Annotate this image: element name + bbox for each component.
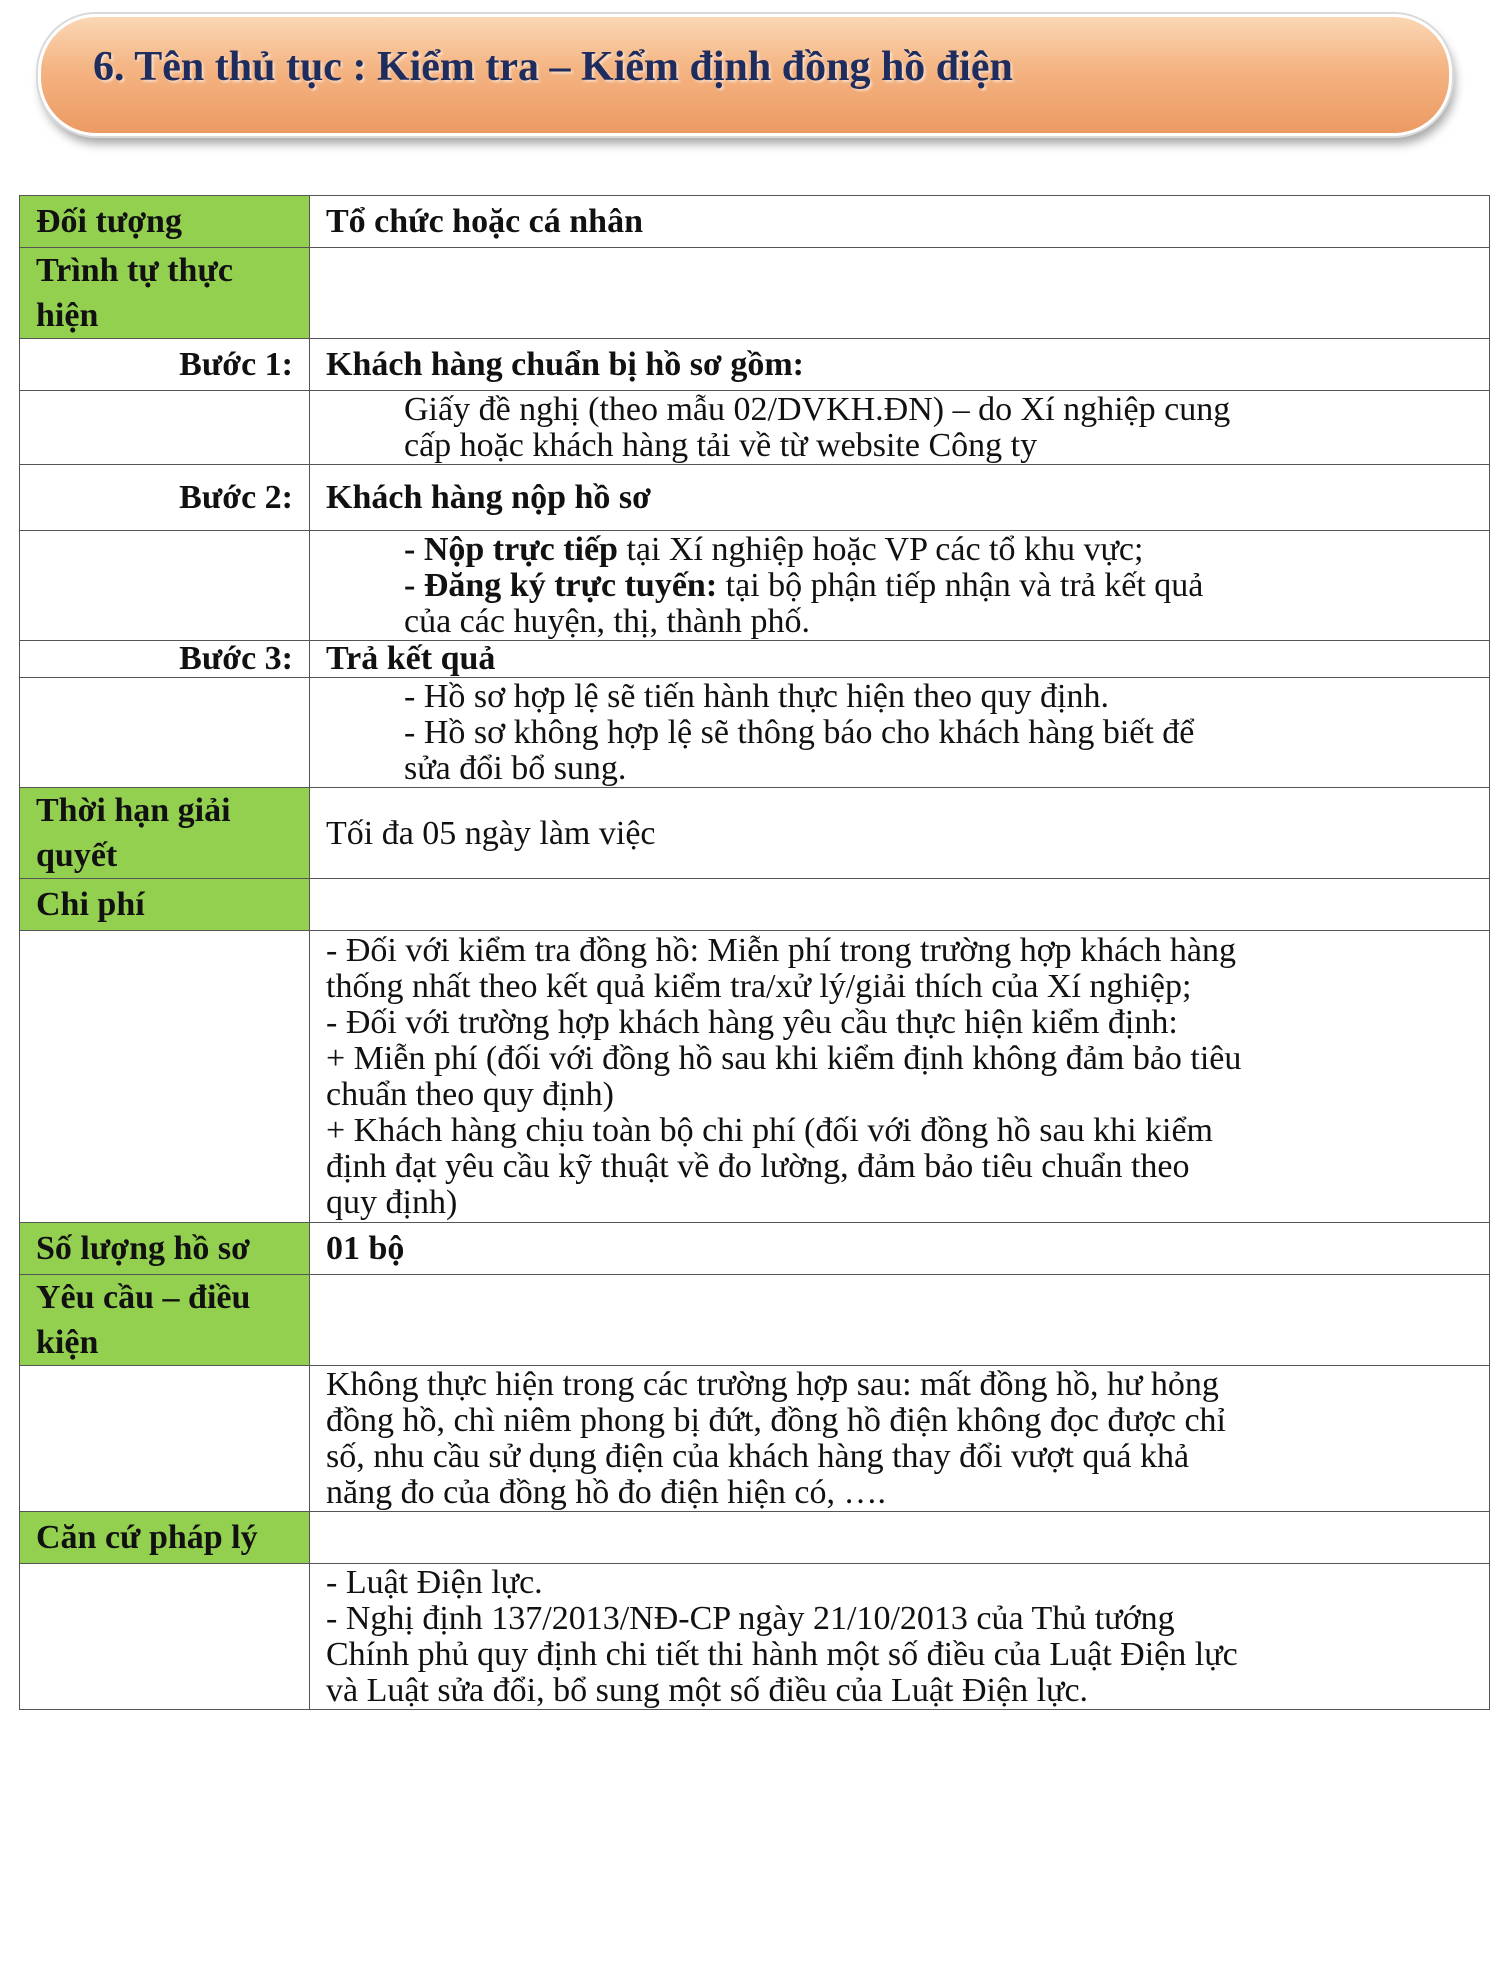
step-2-item-1-bold: - Nộp trực tiếp — [404, 530, 618, 568]
chi-phi-line: + Khách hàng chịu toàn bộ chi phí (đối với đồng hồ sau khi kiểm — [326, 1111, 1214, 1149]
row-buoc-1 — [20, 339, 1490, 391]
value-doi-tuong: Tổ chức hoặc cá nhân — [310, 196, 1490, 248]
step-3-spacer — [20, 678, 310, 788]
row-can-cu — [20, 1512, 1490, 1564]
chi-phi-line: định đạt yêu cầu kỹ thuật về đo lường, đảm bảo tiêu chuẩn theo — [326, 1147, 1190, 1185]
step-2-item-2-bold: - Đăng ký trực tuyến: — [404, 566, 718, 604]
step-2-spacer — [20, 531, 310, 641]
label-yeu-cau: Yêu cầu – điều kiện — [20, 1275, 310, 1366]
chi-phi-line: - Đối với trường hợp khách hàng yêu cầu thực hiện kiểm định: — [326, 1003, 1178, 1041]
chi-phi-line: thống nhất theo kết quả kiểm tra/xử lý/giải thích của Xí nghiệp; — [326, 967, 1192, 1005]
row-chi-phi-detail — [20, 931, 1490, 1223]
can-cu-line: Chính phủ quy định chi tiết thi hành một số điều của Luật Điện lực — [326, 1635, 1238, 1673]
step-2-label: Bước 2: — [20, 465, 310, 531]
can-cu-spacer — [20, 1564, 310, 1710]
row-doi-tuong — [20, 196, 1490, 248]
yeu-cau-detail — [310, 1366, 1490, 1512]
yeu-cau-line: đồng hồ, chì niêm phong bị đứt, đồng hồ điện không đọc được chỉ — [326, 1401, 1227, 1439]
title-banner — [38, 14, 1452, 136]
row-chi-phi — [20, 879, 1490, 931]
label-doi-tuong: Đối tượng — [20, 196, 310, 248]
step-2-title: Khách hàng nộp hồ sơ — [310, 465, 1490, 531]
step-2-detail — [310, 531, 1490, 641]
step-1-title: Khách hàng chuẩn bị hồ sơ gồm: — [310, 339, 1490, 391]
value-yeu-cau — [310, 1275, 1490, 1366]
label-can-cu: Căn cứ pháp lý — [20, 1512, 310, 1564]
step-2-item-1-text: tại Xí nghiệp hoặc VP các tổ khu vực; — [617, 530, 1144, 568]
step-3-detail — [310, 678, 1490, 788]
value-trinh-tu — [310, 248, 1490, 339]
row-can-cu-detail — [20, 1564, 1490, 1710]
chi-phi-detail — [310, 931, 1490, 1223]
yeu-cau-spacer — [20, 1366, 310, 1512]
step-3-line: - Hồ sơ hợp lệ sẽ tiến hành thực hiện theo quy định. — [404, 677, 1109, 715]
step-3-label: Bước 3: — [20, 641, 310, 678]
can-cu-line: và Luật sửa đổi, bổ sung một số điều của Luật Điện lực. — [326, 1671, 1089, 1709]
row-so-luong — [20, 1223, 1490, 1275]
row-buoc-3-detail — [20, 678, 1490, 788]
step-2-item-2-text: tại bộ phận tiếp nhận và trả kết quả — [717, 566, 1204, 604]
row-buoc-3 — [20, 641, 1490, 678]
step-3-line: - Hồ sơ không hợp lệ sẽ thông báo cho khách hàng biết để — [404, 713, 1195, 751]
yeu-cau-line: năng đo của đồng hồ đo điện hiện có, …. — [326, 1473, 886, 1511]
value-so-luong: 01 bộ — [310, 1223, 1490, 1275]
chi-phi-line: + Miễn phí (đối với đồng hồ sau khi kiểm định không đảm bảo tiêu — [326, 1039, 1242, 1077]
step-1-spacer — [20, 391, 310, 465]
chi-phi-spacer — [20, 931, 310, 1223]
step-1-label: Bước 1: — [20, 339, 310, 391]
yeu-cau-line: số, nhu cầu sử dụng điện của khách hàng thay đổi vượt quá khả — [326, 1437, 1190, 1475]
label-trinh-tu: Trình tự thực hiện — [20, 248, 310, 339]
step-1-detail — [310, 391, 1490, 465]
chi-phi-line: - Đối với kiểm tra đồng hồ: Miễn phí trong trường hợp khách hàng — [326, 931, 1236, 969]
can-cu-line: - Luật Điện lực. — [326, 1563, 543, 1601]
can-cu-line: - Nghị định 137/2013/NĐ-CP ngày 21/10/2013 của Thủ tướng — [326, 1599, 1175, 1637]
step-2-line: của các huyện, thị, thành phố. — [404, 602, 810, 640]
row-thoi-han — [20, 788, 1490, 879]
chi-phi-line: chuẩn theo quy định) — [326, 1075, 614, 1113]
step-2-line — [404, 532, 1473, 568]
value-chi-phi — [310, 879, 1490, 931]
row-buoc-2 — [20, 465, 1490, 531]
step-1-line: cấp hoặc khách hàng tải về từ website Công ty — [404, 426, 1038, 464]
value-thoi-han: Tối đa 05 ngày làm việc — [310, 788, 1490, 879]
page-title: 6. Tên thủ tục : Kiểm tra – Kiểm định đồng hồ điện — [93, 44, 1013, 90]
value-can-cu — [310, 1512, 1490, 1564]
label-chi-phi: Chi phí — [20, 879, 310, 931]
chi-phi-line: quy định) — [326, 1183, 458, 1221]
step-3-line: sửa đổi bổ sung. — [404, 749, 627, 787]
label-so-luong: Số lượng hồ sơ — [20, 1223, 310, 1275]
label-thoi-han: Thời hạn giải quyết — [20, 788, 310, 879]
step-1-line: Giấy đề nghị (theo mẫu 02/DVKH.ĐN) – do Xí nghiệp cung — [404, 390, 1231, 428]
step-3-title: Trả kết quả — [310, 641, 1490, 678]
can-cu-detail — [310, 1564, 1490, 1710]
row-yeu-cau-detail — [20, 1366, 1490, 1512]
row-yeu-cau — [20, 1275, 1490, 1366]
row-buoc-1-detail — [20, 391, 1490, 465]
yeu-cau-line: Không thực hiện trong các trường hợp sau: mất đồng hồ, hư hỏng — [326, 1365, 1219, 1403]
step-2-line — [404, 568, 1473, 604]
procedure-table — [19, 195, 1490, 1710]
row-buoc-2-detail — [20, 531, 1490, 641]
row-trinh-tu — [20, 248, 1490, 339]
